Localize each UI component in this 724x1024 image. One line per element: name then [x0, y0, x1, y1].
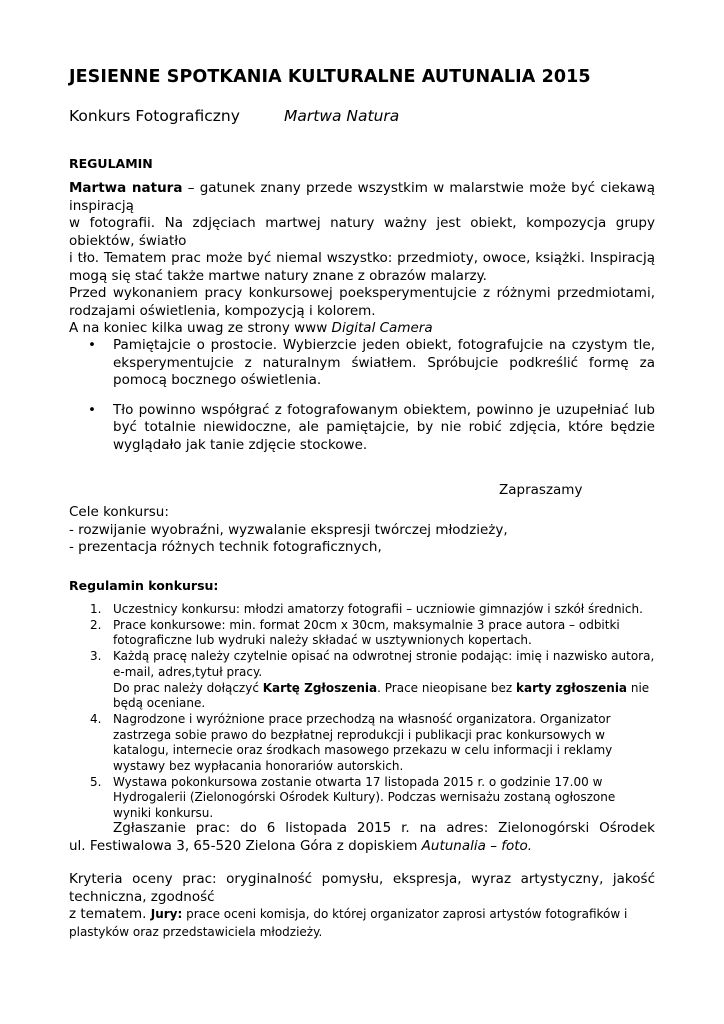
list-item — [90, 602, 655, 618]
invite-text: Zapraszamy — [499, 482, 583, 498]
contest-theme: Martwa Natura — [284, 107, 400, 125]
rules-heading: REGULAMIN — [69, 156, 153, 171]
submission-section — [69, 820, 655, 855]
goals-heading: Cele konkursu: — [69, 504, 169, 520]
intro-line: Martwa natura – gatunek znany przede wszystkim w malarstwie może być ciekawą — [69, 180, 655, 196]
list-item — [90, 649, 655, 712]
page-title: JESIENNE SPOTKANIA KULTURALNE AUTUNALIA 2015 — [69, 67, 591, 87]
item-number: 5. — [90, 774, 102, 789]
rule-text: Każdą pracę należy czytelnie opisać na odwrotnej stronie podając: imię i nazwisko autora, e-mail, adres,tytuł pracy. — [113, 649, 655, 679]
goal-item: - prezentacja różnych technik fotograficznych, — [69, 539, 382, 555]
contest-rules-list — [90, 602, 655, 822]
intro-line: i tło. Tematem prac może być niemal wszystko: przedmioty, owoce, książki. Inspiracją — [69, 250, 655, 266]
bullet-icon: • — [88, 337, 96, 353]
item-number: 1. — [90, 602, 102, 616]
tip-text: Pamiętajcie o prostocie. Wybierzcie jeden obiekt, fotografujcie na czystym tle, eksperymentujcie z naturalnym światłem. Spróbujcie podkreślić formę za pomocą bocznego oświetlenia. — [113, 337, 655, 389]
intro-line: A na koniec kilka uwag ze strony www Digital Camera — [69, 320, 433, 336]
criteria-section — [69, 871, 655, 941]
goal-item: - rozwijanie wyobraźni, wyzwalanie ekspresji twórczej młodzieży, — [69, 521, 508, 538]
contest-rules-heading: Regulamin konkursu: — [69, 578, 219, 593]
list-item — [88, 337, 655, 390]
item-number: 3. — [90, 649, 102, 664]
bullet-icon: • — [88, 401, 96, 418]
intro-line: w fotografii. Na zdjęciach martwej natury ważny jest obiekt, kompozycja grupy — [69, 215, 655, 231]
intro-line: obiektów, światło — [69, 232, 187, 249]
intro-line: Przed wykonaniem pracy konkursowej poeksperymentujcie z różnymi przedmiotami, — [69, 285, 655, 301]
criteria-line: plastyków oraz przedstawiciela młodzieży. — [69, 924, 323, 939]
tip-text: Tło powinno współgrać z fotografowanym obiektem, powinno je uzupełniać lub być totalnie niewidoczne, ale pamiętajcie, by nie robić zdjęcia, które będzie wyglądało jak tanie zdjęcie stockowe. — [113, 401, 655, 453]
intro-line: mogą się stać także martwe natury znane z obrazów malarzy. — [69, 267, 487, 284]
label-note: Autunalia – foto. — [421, 837, 533, 854]
goals-section — [69, 504, 655, 557]
form-name-bold: Kartę Zgłoszenia — [262, 680, 378, 695]
submission-line: Zgłaszanie prac: do 6 listopada 2015 r. na adres: Zielonogórski Ośrodek — [113, 820, 655, 836]
criteria-line: z tematem. Jury: prace oceni komisja, do której organizator zaprosi artystów fotografików i — [69, 906, 628, 922]
rule-text: Wystawa pokonkursowa zostanie otwarta 17 listopada 2015 r. o godzinie 17.00 w Hydrogalerii (Zielonogórski Ośrodek Kultury). Podczas wernisażu zostaną ogłoszone wyniki konkursu. — [113, 774, 616, 821]
item-number: 2. — [90, 617, 102, 632]
form-name-bold: karty zgłoszenia — [516, 680, 628, 695]
term-bold: Martwa natura — [69, 180, 183, 196]
rule-text: Prace konkursowe: min. format 20cm x 30cm, maksymalnie 3 prace autora – odbitki fotograficzne lub wydruki należy składać w usztywnionych kopertach. — [113, 617, 620, 648]
list-item — [90, 712, 655, 775]
rule-text: Do prac należy dołączyć Kartę Zgłoszenia. Prace nieopisane bez karty zgłoszenia nie będą oceniane. — [113, 680, 650, 711]
criteria-line: techniczna, zgodność — [69, 888, 215, 905]
item-number: 4. — [90, 711, 102, 726]
intro-line: inspiracją — [69, 197, 134, 214]
jury-label: Jury: — [150, 907, 183, 921]
rule-text: Nagrodzone i wyróżnione prace przechodzą na własność organizatora. Organizator zastrzega sobie prawo do bezpłatnej reprodukcji i publikacji prac konkursowych w katalogu, internecie oraz środkach masowego przekazu w celu informacji i reklamy wystawy bez wypłacania honorariów autorskich. — [113, 711, 613, 774]
list-item — [90, 618, 655, 649]
submission-line: ul. Festiwalowa 3, 65-520 Zielona Góra z dopiskiem Autunalia – foto. — [69, 837, 533, 854]
intro-line: rodzajami oświetlenia, kompozycją i kolorem. — [69, 302, 376, 319]
list-item — [90, 775, 655, 822]
rule-text: Uczestnicy konkursu: młodzi amatorzy fotografii – uczniowie gimnazjów i szkół średnich. — [113, 602, 643, 616]
tips-list — [88, 337, 655, 455]
intro-paragraph — [69, 180, 655, 338]
source-name: Digital Camera — [331, 320, 433, 336]
list-item — [88, 402, 655, 455]
criteria-line: Kryteria oceny prac: oryginalność pomysłu, ekspresja, wyraz artystyczny, jakość — [69, 871, 655, 887]
contest-type: Konkurs Fotograficzny — [69, 107, 240, 125]
